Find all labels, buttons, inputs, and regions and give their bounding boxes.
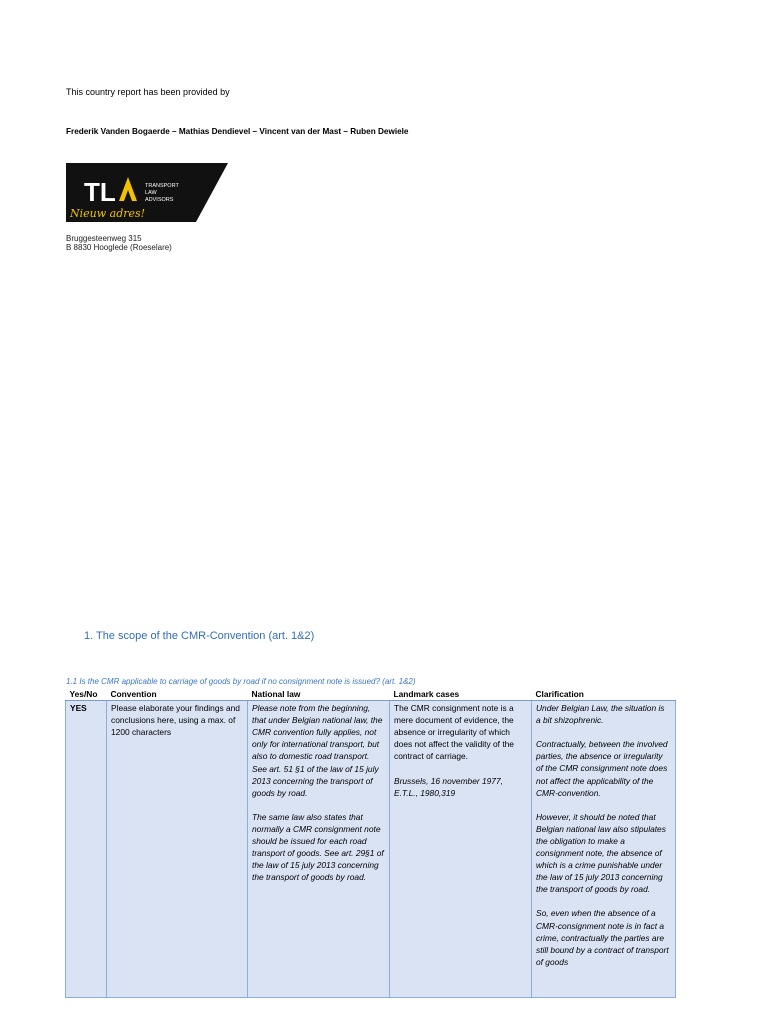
address-block — [66, 234, 172, 252]
landmark-citation: Brussels, 16 november 1977, E.T.L., 1980,319 — [394, 775, 503, 798]
logo-name-line1: TRANSPORT — [145, 183, 179, 189]
header-landmark-cases: Landmark cases — [390, 688, 532, 701]
clarification-paragraph: However, it should be noted that Belgian national law also stipulates the obligation to make a consignment note, the absence of which is a crime punishable under the law of 15 july 2013 concerning the transport of goods by road. — [536, 811, 666, 895]
clarification-paragraph: So, even when the absence of a CMR-consignment note is in fact a crime, contractually the parties are still bound by a contract of transport of goods — [536, 908, 669, 967]
cmr-table — [65, 688, 676, 998]
header-clarification: Clarification — [532, 688, 676, 701]
section-heading: 1. The scope of the CMR-Convention (art. 1&2) — [84, 630, 315, 642]
cell-yes-no: YES — [66, 701, 107, 998]
intro-text: This country report has been provided by — [66, 87, 230, 97]
logo-name-line2: LAW — [145, 190, 157, 196]
national-law-paragraph: Please note from the beginning, that under Belgian national law, the CMR convention fully applies, not only for international transport, but also to domestic road transport. See art. 51 §1 of the law of 15 july 2013 concerning the transport of goods by road. — [252, 703, 383, 798]
cell-national-law — [248, 701, 390, 998]
tla-logo — [66, 163, 228, 222]
logo-name-line3: ADVISORS — [145, 197, 174, 203]
address-line1: Bruggesteenweg 315 — [66, 234, 142, 243]
clarification-paragraph: Under Belgian Law, the situation is a bit shizophrenic. — [536, 703, 665, 726]
cell-landmark-cases — [390, 701, 532, 998]
landmark-paragraph: The CMR consignment note is a mere document of evidence, the absence or irregularity of which does not affect the validity of the contract of carriage. — [394, 703, 514, 762]
logo-tagline: Nieuw adres! — [70, 207, 146, 220]
address-line2: B 8830 Hooglede (Roeselare) — [66, 243, 172, 252]
table-row — [66, 701, 676, 998]
svg-text:TL: TL — [84, 177, 116, 207]
question-heading: 1.1 Is the CMR applicable to carriage of goods by road if no consignment note is issued? (art. 1&2) — [66, 677, 416, 686]
header-convention: Convention — [107, 688, 248, 701]
header-yes-no: Yes/No — [66, 688, 107, 701]
header-national-law: National law — [248, 688, 390, 701]
national-law-paragraph: The same law also states that normally a CMR consignment note should be issued for each road transport of goods. See art. 29§1 of the law of 15 july 2013 concerning the transport of goods by road. — [252, 811, 384, 883]
authors-line: Frederik Vanden Bogaerde – Mathias Dendievel – Vincent van der Mast – Ruben Dewiele — [66, 127, 409, 136]
clarification-paragraph: Contractually, between the involved parties, the absence or irregularity of the CMR consignment note does not affect the applicability of the CMR-convention. — [536, 739, 668, 798]
cell-convention: Please elaborate your findings and conclusions here, using a max. of 1200 characters — [107, 701, 248, 998]
cell-clarification — [532, 701, 676, 998]
